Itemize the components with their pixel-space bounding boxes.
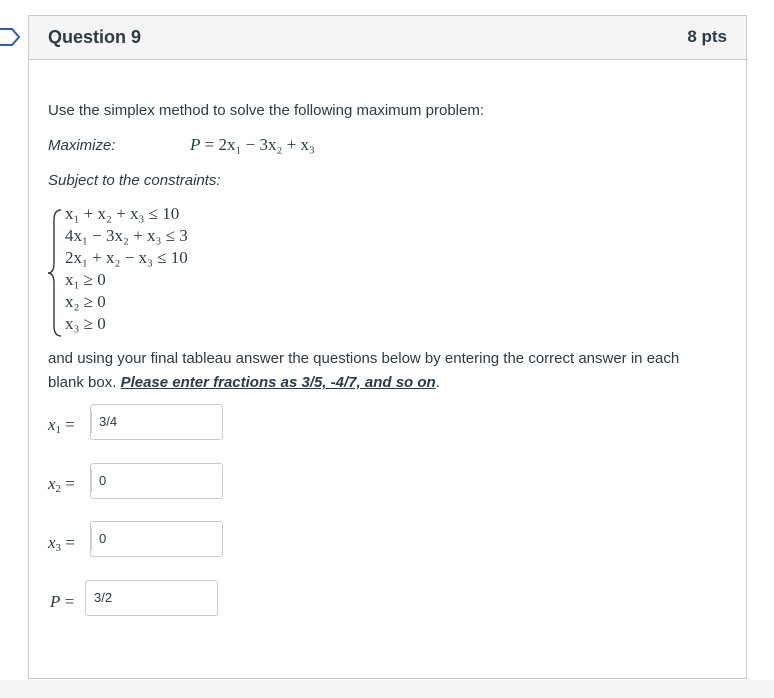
equals-sign: = xyxy=(65,415,75,434)
answer-label-x1 xyxy=(48,415,75,436)
answer-value: 0 xyxy=(99,531,107,546)
objective-rhs: = 2x₁ − 3x₂ + x₃ xyxy=(204,135,315,154)
question-card xyxy=(28,15,747,679)
answer-input-x2[interactable] xyxy=(90,463,223,499)
instructions-text: and using your final tableau answer the questions below by entering the correct answer in each blank box. xyxy=(48,350,680,391)
var-subscript: 2 xyxy=(55,483,62,495)
equals-sign: = xyxy=(64,592,75,611)
constraint-5: x₂ ≥ 0 xyxy=(65,292,106,311)
var-subscript: 3 xyxy=(55,542,62,554)
input-divider xyxy=(91,470,92,492)
objective-function xyxy=(190,135,315,155)
answer-input-x1[interactable] xyxy=(90,404,223,440)
instructions xyxy=(48,347,718,395)
constraint-2: 4x₁ − 3x₂ + x₃ ≤ 3 xyxy=(65,226,188,245)
fraction-format-note: Please enter fractions as 3/5, -4/7, and so on xyxy=(120,374,436,391)
constraint-6: x₃ ≥ 0 xyxy=(65,314,106,333)
equals-sign: = xyxy=(65,474,75,493)
objective-lhs: P xyxy=(190,135,201,154)
answer-value: 0 xyxy=(99,473,107,488)
answer-label-x2 xyxy=(48,474,75,495)
answer-label-x3 xyxy=(48,533,75,554)
question-prompt: Use the simplex method to solve the following maximum problem: xyxy=(48,102,485,119)
equals-sign: = xyxy=(65,533,75,552)
answer-label-p xyxy=(50,592,74,612)
answer-input-x3[interactable] xyxy=(90,521,223,557)
var-subscript: 1 xyxy=(55,424,62,436)
answer-input-p[interactable] xyxy=(85,580,218,616)
constraint-4: x₁ ≥ 0 xyxy=(65,270,106,289)
constraint-brace xyxy=(47,208,63,338)
question-points: 8 pts xyxy=(687,27,727,46)
input-divider xyxy=(91,411,92,433)
maximize-label: Maximize: xyxy=(48,137,116,154)
instructions-end: . xyxy=(435,374,440,391)
var-symbol: x xyxy=(48,533,56,552)
constraint-3: 2x₁ + x₂ − x₃ ≤ 10 xyxy=(65,248,188,267)
input-divider xyxy=(91,528,92,550)
constraint-1: x₁ + x₂ + x₃ ≤ 10 xyxy=(65,204,180,223)
constraints-label: Subject to the constraints: xyxy=(48,172,221,189)
answer-value: 3/2 xyxy=(94,590,113,605)
flag-question-icon[interactable] xyxy=(0,27,22,47)
page-bottom-strip xyxy=(0,680,774,698)
question-header xyxy=(29,16,746,60)
answer-value: 3/4 xyxy=(99,414,118,429)
var-symbol: x xyxy=(48,415,56,434)
question-title: Question 9 xyxy=(48,27,142,47)
var-symbol: P xyxy=(50,592,61,611)
var-symbol: x xyxy=(48,474,56,493)
